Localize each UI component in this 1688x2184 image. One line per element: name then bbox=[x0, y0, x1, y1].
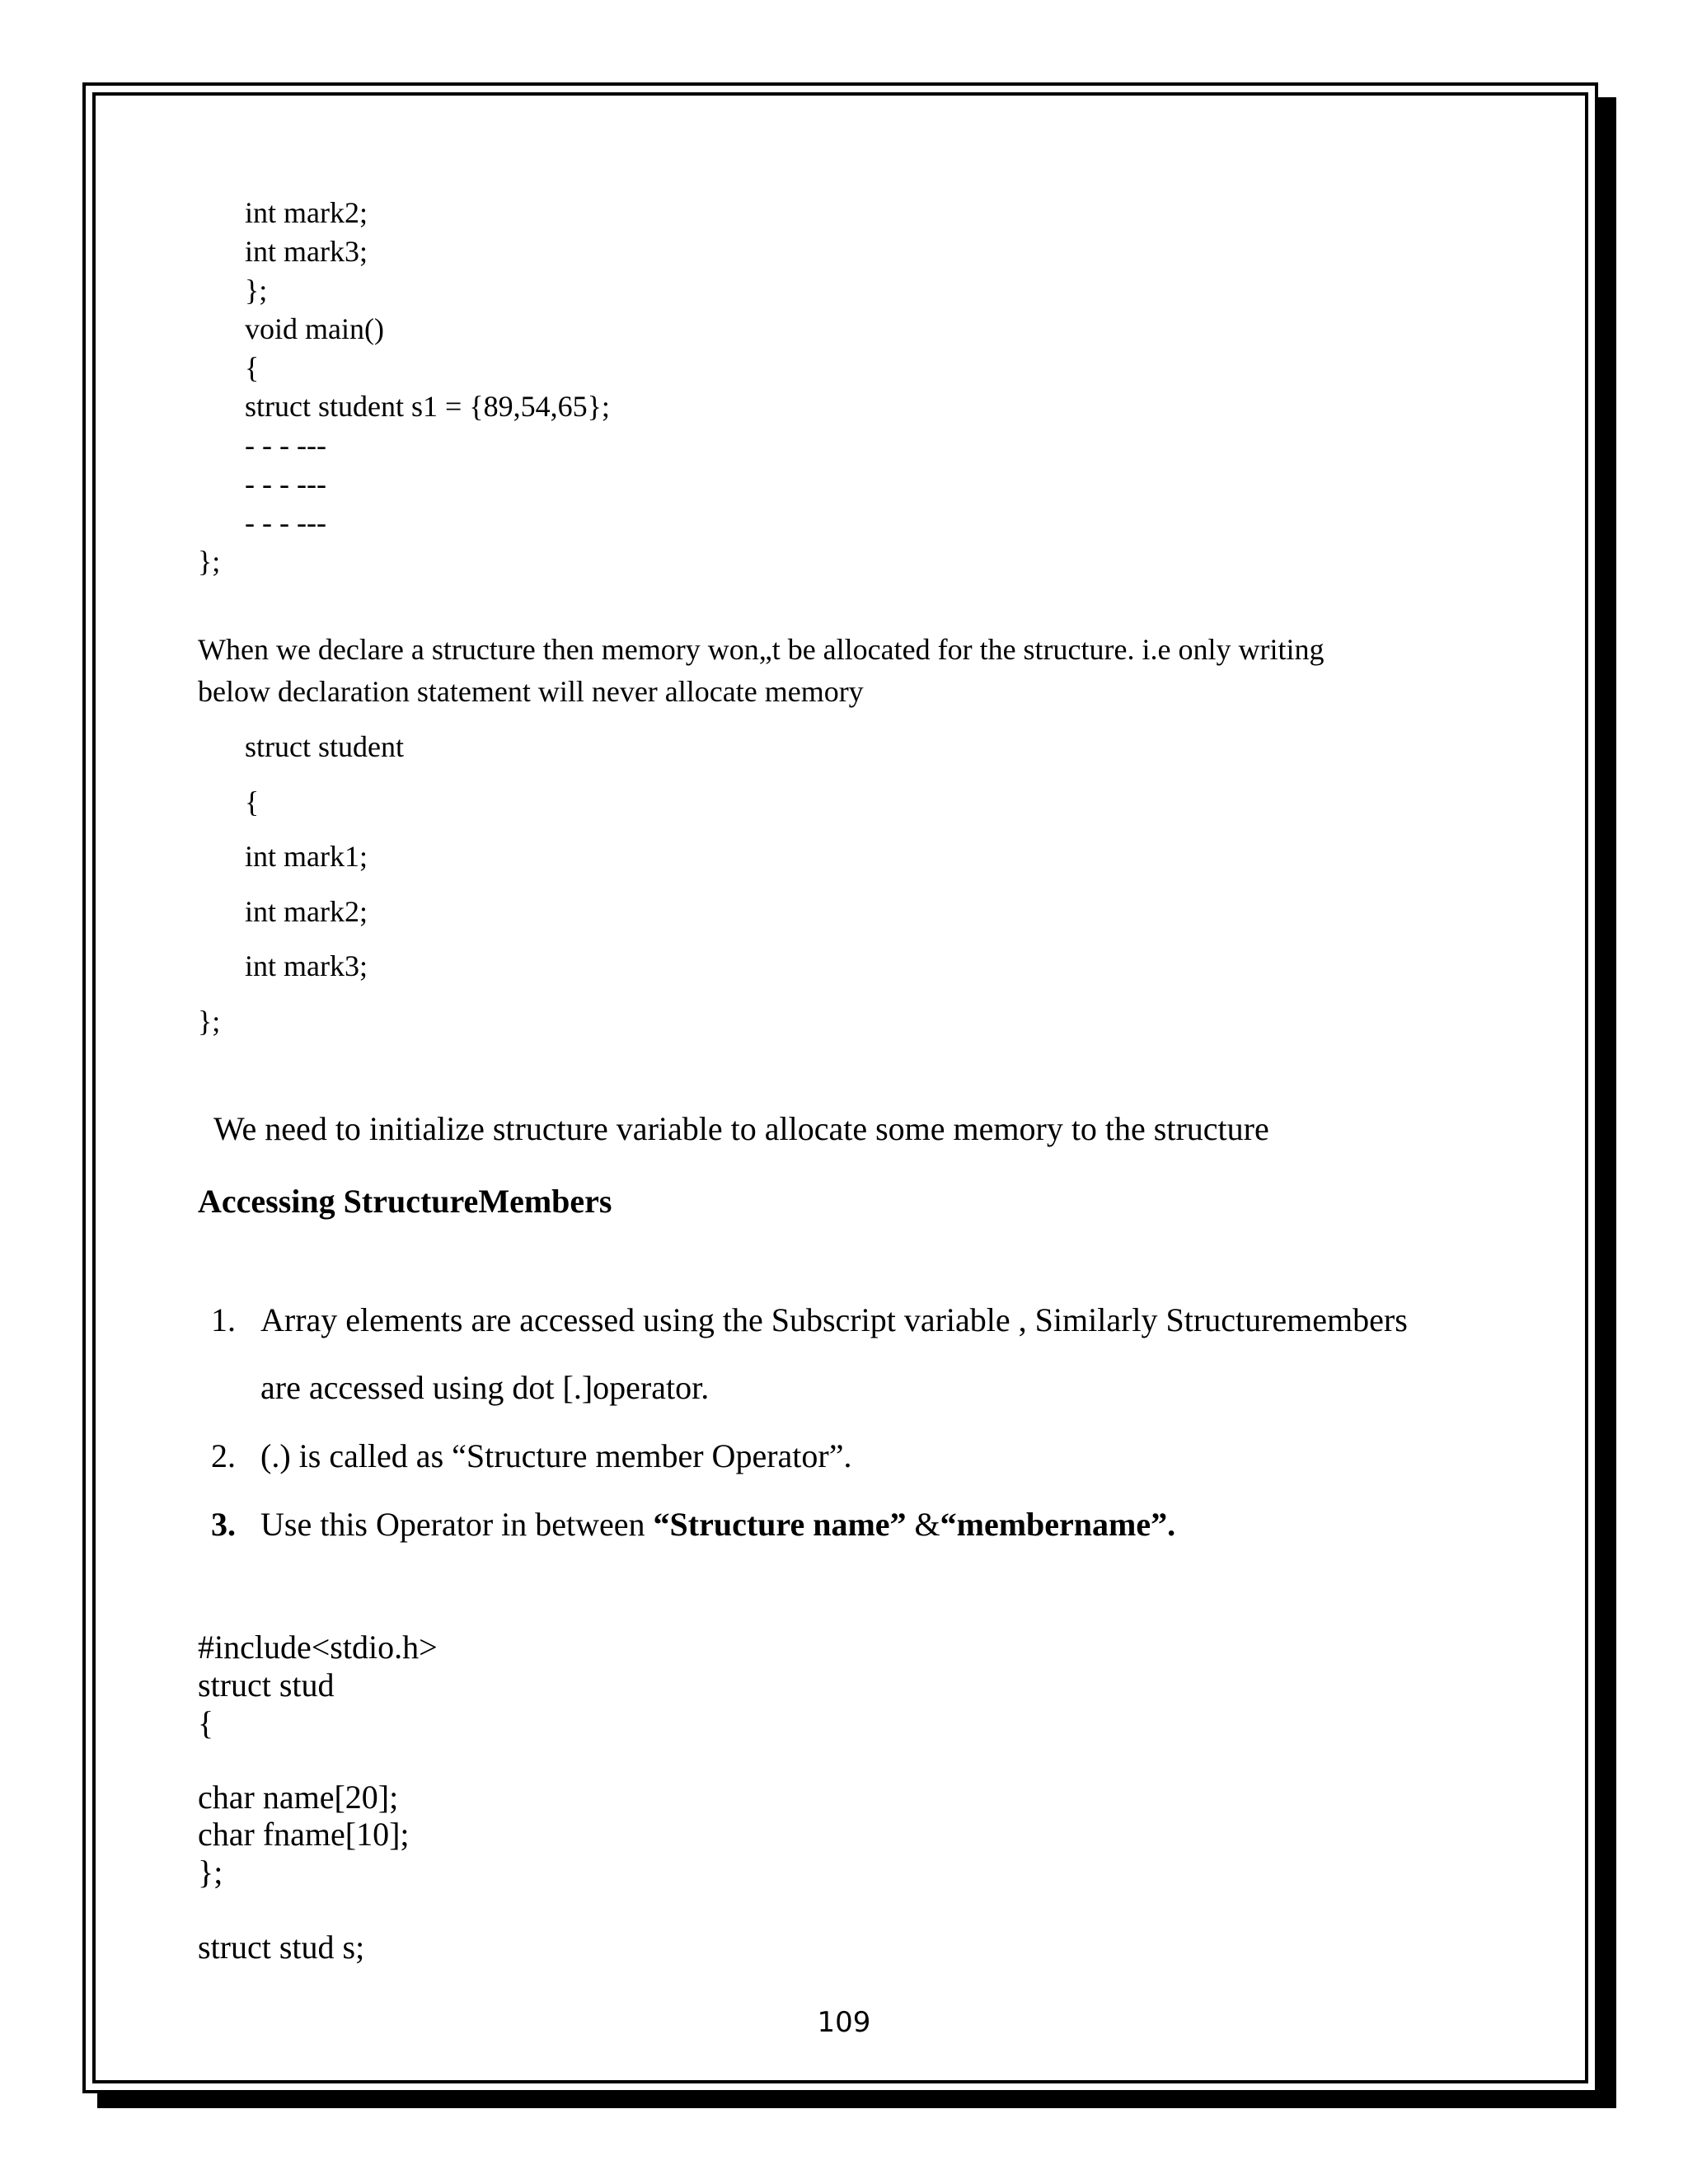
code-line: char fname[10]; bbox=[198, 1816, 410, 1853]
code-line: struct student s1 = {89,54,65}; bbox=[245, 390, 610, 423]
code-line: int mark2; bbox=[245, 895, 368, 928]
code-line: { bbox=[245, 351, 260, 384]
list-number: 3. bbox=[211, 1506, 236, 1543]
list-item-text: are accessed using dot [.]operator. bbox=[260, 1369, 710, 1406]
paragraph-text: We need to initialize structure variable to allocate some memory to the structure bbox=[213, 1110, 1269, 1147]
code-line: }; bbox=[198, 545, 221, 578]
code-line: { bbox=[198, 1704, 214, 1741]
bold-term: “Structure name” bbox=[653, 1506, 907, 1543]
paragraph-text: below declaration statement will never allocate memory bbox=[198, 675, 864, 708]
list-number: 1. bbox=[211, 1301, 236, 1338]
code-line: int mark3; bbox=[245, 949, 368, 982]
list-item-text: Array elements are accessed using the Subscript variable , Similarly Structuremembers bbox=[260, 1301, 1408, 1338]
code-line: - - - --- bbox=[245, 429, 326, 462]
code-line: }; bbox=[198, 1854, 223, 1891]
code-line: int mark3; bbox=[245, 235, 368, 268]
page-number: 109 bbox=[817, 2006, 871, 2039]
list-item-text-prefix: Use this Operator in between bbox=[260, 1506, 654, 1543]
code-line: - - - --- bbox=[245, 506, 326, 539]
code-line: - - - --- bbox=[245, 467, 326, 500]
list-number: 2. bbox=[211, 1437, 236, 1474]
code-line: struct student bbox=[245, 730, 404, 763]
list-item-text: (.) is called as “Structure member Operator”. bbox=[260, 1437, 852, 1474]
section-heading: Accessing StructureMembers bbox=[198, 1183, 612, 1220]
code-line: struct stud s; bbox=[198, 1929, 365, 1966]
code-line: char name[20]; bbox=[198, 1779, 399, 1816]
code-line: int mark2; bbox=[245, 196, 368, 229]
code-line: #include<stdio.h> bbox=[198, 1629, 438, 1666]
code-line: }; bbox=[198, 1005, 221, 1038]
code-line: struct stud bbox=[198, 1666, 335, 1704]
list-item-text-mid: & bbox=[906, 1506, 940, 1543]
list-item-text bbox=[260, 1505, 1175, 1544]
bold-term: “membername”. bbox=[940, 1506, 1176, 1543]
code-line: int mark1; bbox=[245, 840, 368, 873]
code-line: { bbox=[245, 785, 260, 818]
code-line: void main() bbox=[245, 312, 384, 345]
code-line: }; bbox=[245, 274, 268, 307]
paragraph-text: When we declare a structure then memory won„t be allocated for the structure. i.e only writing bbox=[198, 633, 1325, 666]
